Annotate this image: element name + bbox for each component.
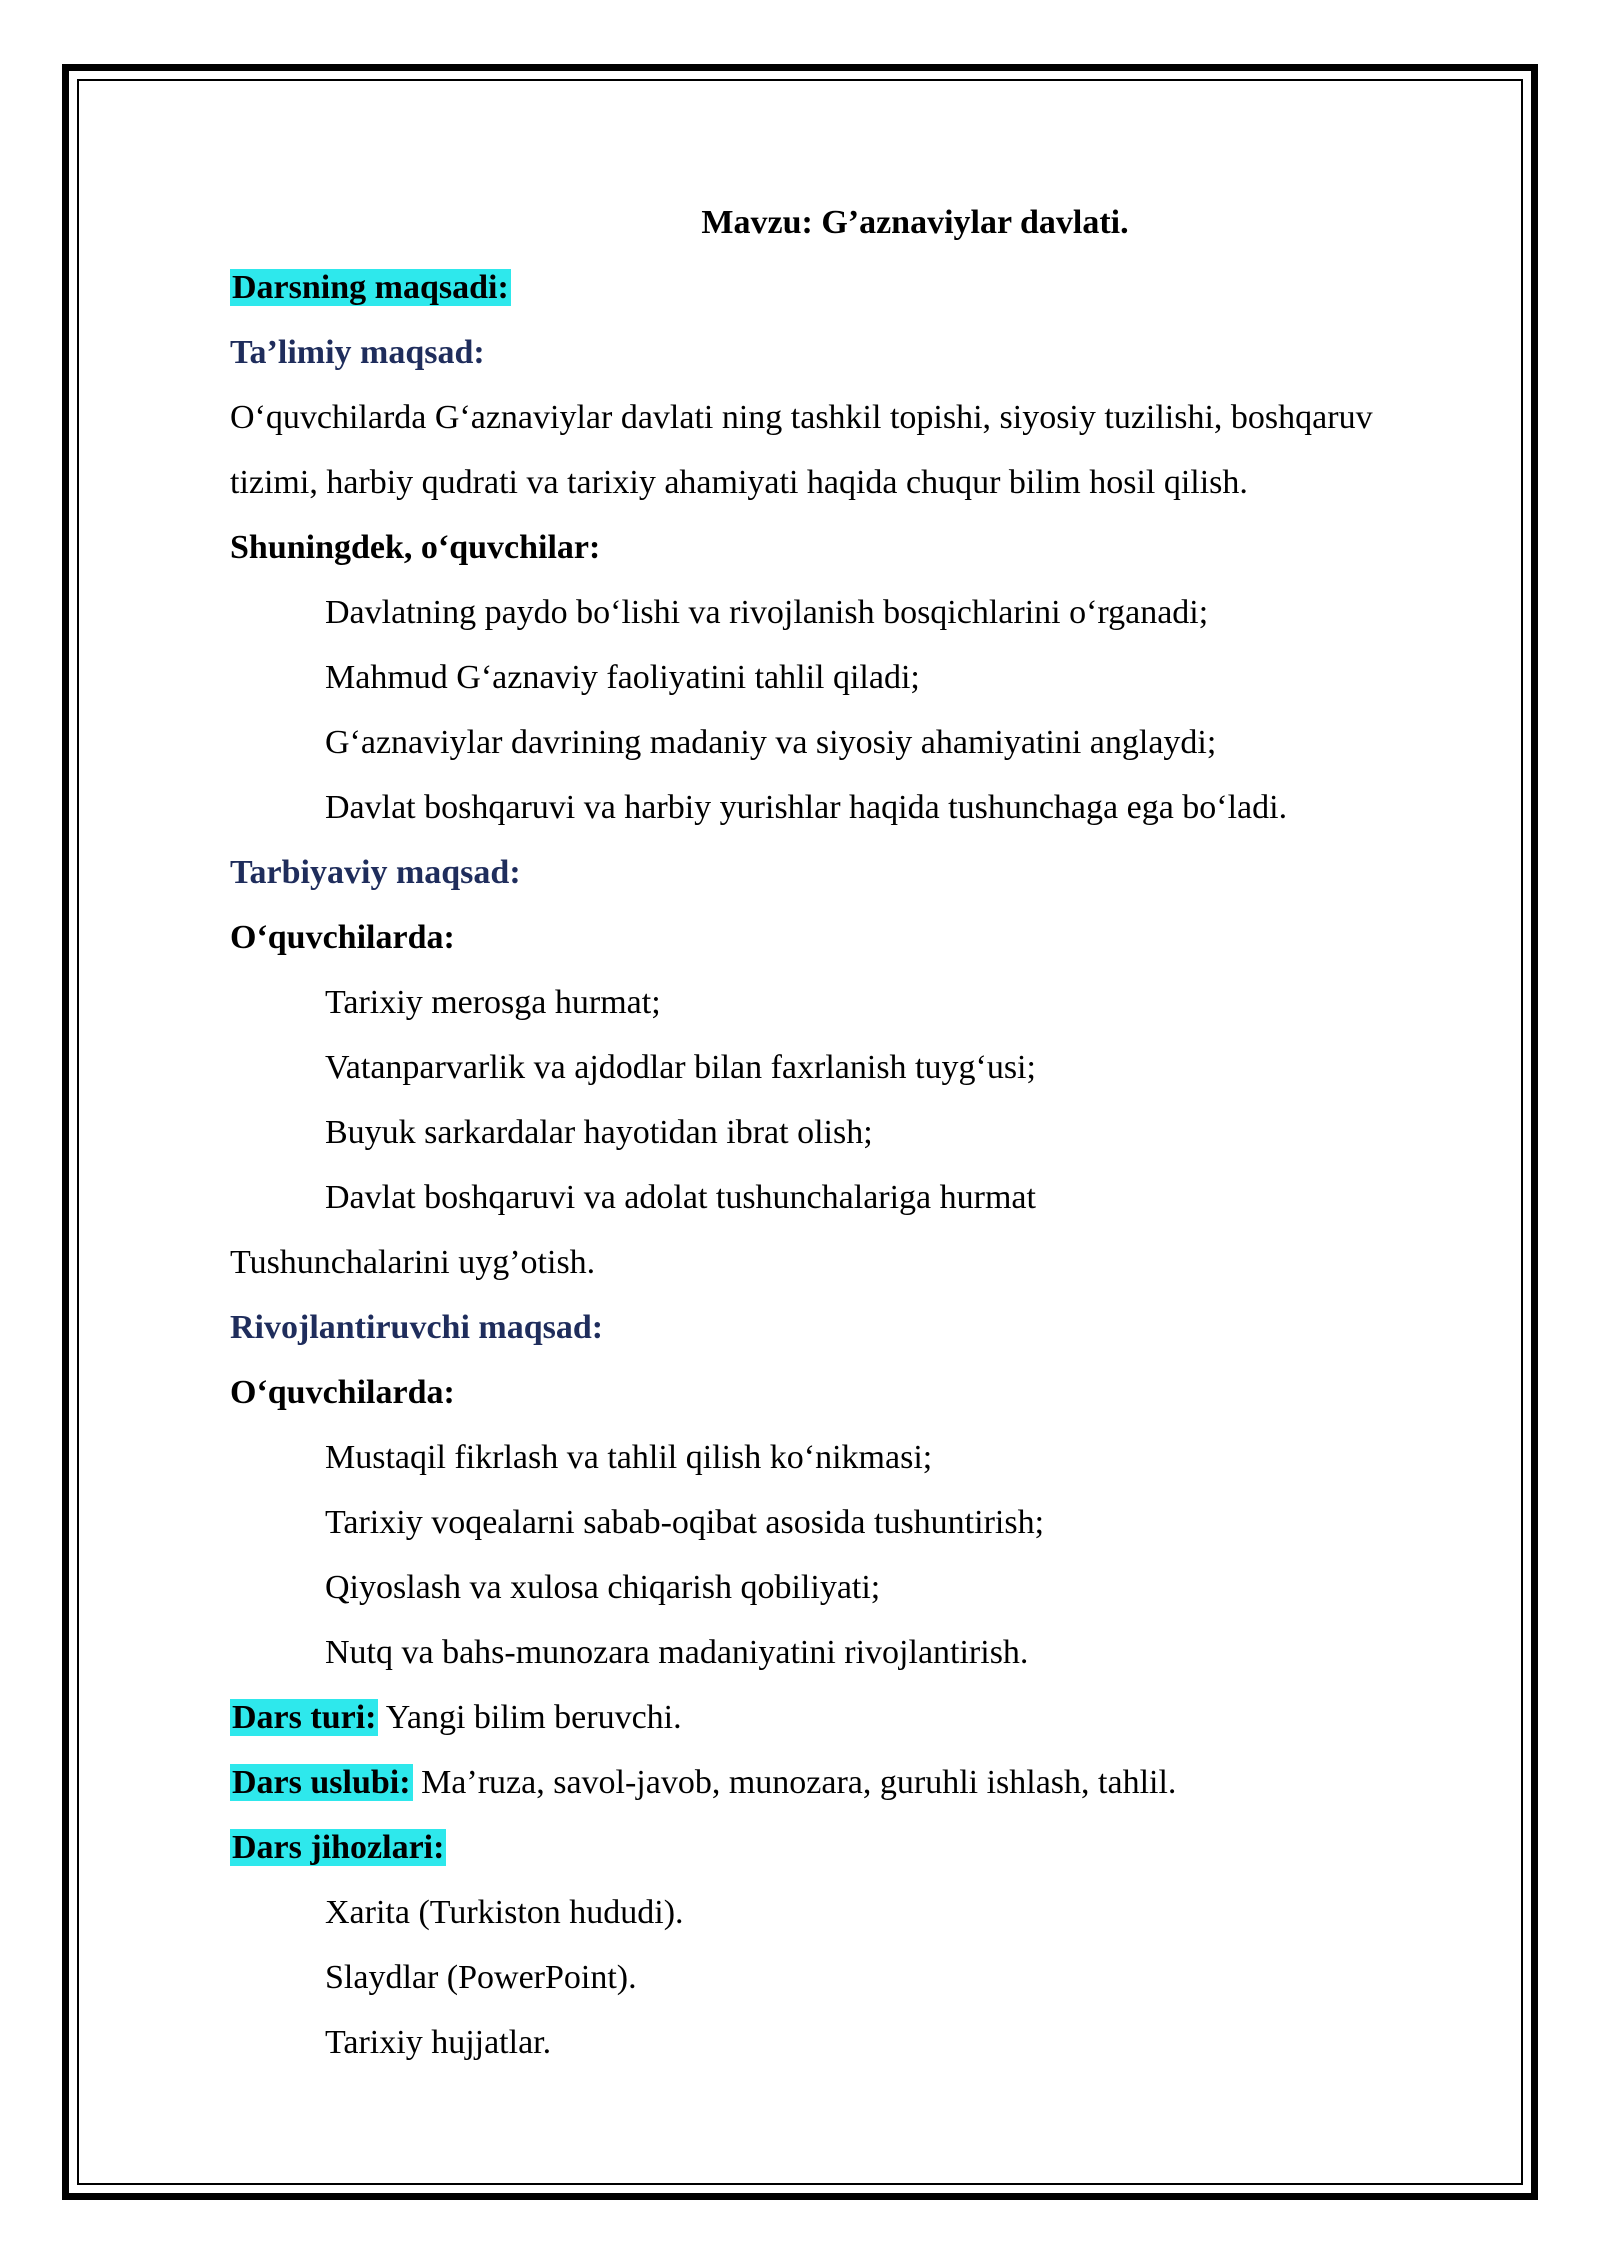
dars-jihozlari-item: Tarixiy hujjatlar. — [325, 2024, 552, 2061]
talimiy-subheading: Shuningdek, o‘quvchilar: — [230, 529, 601, 566]
dars-turi-value: Yangi bilim beruvchi. — [378, 1699, 682, 1736]
dars-jihozlari-label: Dars jihozlari: — [232, 1829, 445, 1866]
rivojlantiruvchi-item: Mustaqil fikrlash va tahlil qilish ko‘nikmasi; — [325, 1439, 933, 1476]
dars-turi-label: Dars turi: — [232, 1699, 377, 1736]
darsning-maqsadi-label: Darsning maqsadi: — [232, 269, 509, 306]
rivojlantiruvchi-item: Tarixiy voqealarni sabab-oqibat asosida tushuntirish; — [325, 1504, 1045, 1541]
document-body — [230, 190, 1500, 2075]
talimiy-paragraph-line-2: tizimi, harbiy qudrati va tarixiy ahamiyati haqida chuqur bilim hosil qilish. — [230, 464, 1248, 501]
talimiy-item: Davlat boshqaruvi va harbiy yurishlar haqida tushunchaga ega bo‘ladi. — [325, 789, 1288, 826]
talimiy-item: Mahmud G‘aznaviy faoliyatini tahlil qiladi; — [325, 659, 920, 696]
tarbiyaviy-continuation: Tushunchalarini uyg’otish. — [230, 1244, 596, 1281]
talimiy-item: G‘aznaviylar davrining madaniy va siyosiy ahamiyatini anglaydi; — [325, 724, 1217, 761]
rivojlantiruvchi-subheading: O‘quvchilarda: — [230, 1374, 455, 1411]
tarbiyaviy-heading: Tarbiyaviy maqsad: — [230, 854, 521, 891]
dars-turi-line — [230, 1685, 1500, 1750]
tarbiyaviy-item: Vatanparvarlik va ajdodlar bilan faxrlanish tuyg‘usi; — [325, 1049, 1036, 1086]
page-title: Mavzu: G’aznaviylar davlati. — [701, 204, 1129, 241]
talimiy-paragraph-line-1: O‘quvchilarda G‘aznaviylar davlati ning tashkil topishi, siyosiy tuzilishi, boshqaruv — [230, 399, 1373, 436]
rivojlantiruvchi-item: Nutq va bahs-munozara madaniyatini rivojlantirish. — [325, 1634, 1029, 1671]
tarbiyaviy-subheading: O‘quvchilarda: — [230, 919, 455, 956]
talimiy-item: Davlatning paydo bo‘lishi va rivojlanish bosqichlarini o‘rganadi; — [325, 594, 1209, 631]
talimiy-heading: Ta’limiy maqsad: — [230, 334, 485, 371]
tarbiyaviy-item: Davlat boshqaruvi va adolat tushunchalariga hurmat — [325, 1179, 1036, 1216]
dars-uslubi-line — [230, 1750, 1500, 1815]
dars-jihozlari-item: Xarita (Turkiston hududi). — [325, 1894, 684, 1931]
rivojlantiruvchi-item: Qiyoslash va xulosa chiqarish qobiliyati; — [325, 1569, 881, 1606]
tarbiyaviy-item: Tarixiy merosga hurmat; — [325, 984, 661, 1021]
dars-uslubi-label: Dars uslubi: — [232, 1764, 411, 1801]
dars-jihozlari-item: Slaydlar (PowerPoint). — [325, 1959, 637, 1996]
dars-jihozlari-line — [230, 1815, 1500, 1880]
rivojlantiruvchi-heading: Rivojlantiruvchi maqsad: — [230, 1309, 604, 1346]
dars-uslubi-value: Ma’ruza, savol-javob, munozara, guruhli ishlash, tahlil. — [412, 1764, 1177, 1801]
tarbiyaviy-item: Buyuk sarkardalar hayotidan ibrat olish; — [325, 1114, 873, 1151]
darsning-maqsadi-line — [230, 255, 1500, 320]
